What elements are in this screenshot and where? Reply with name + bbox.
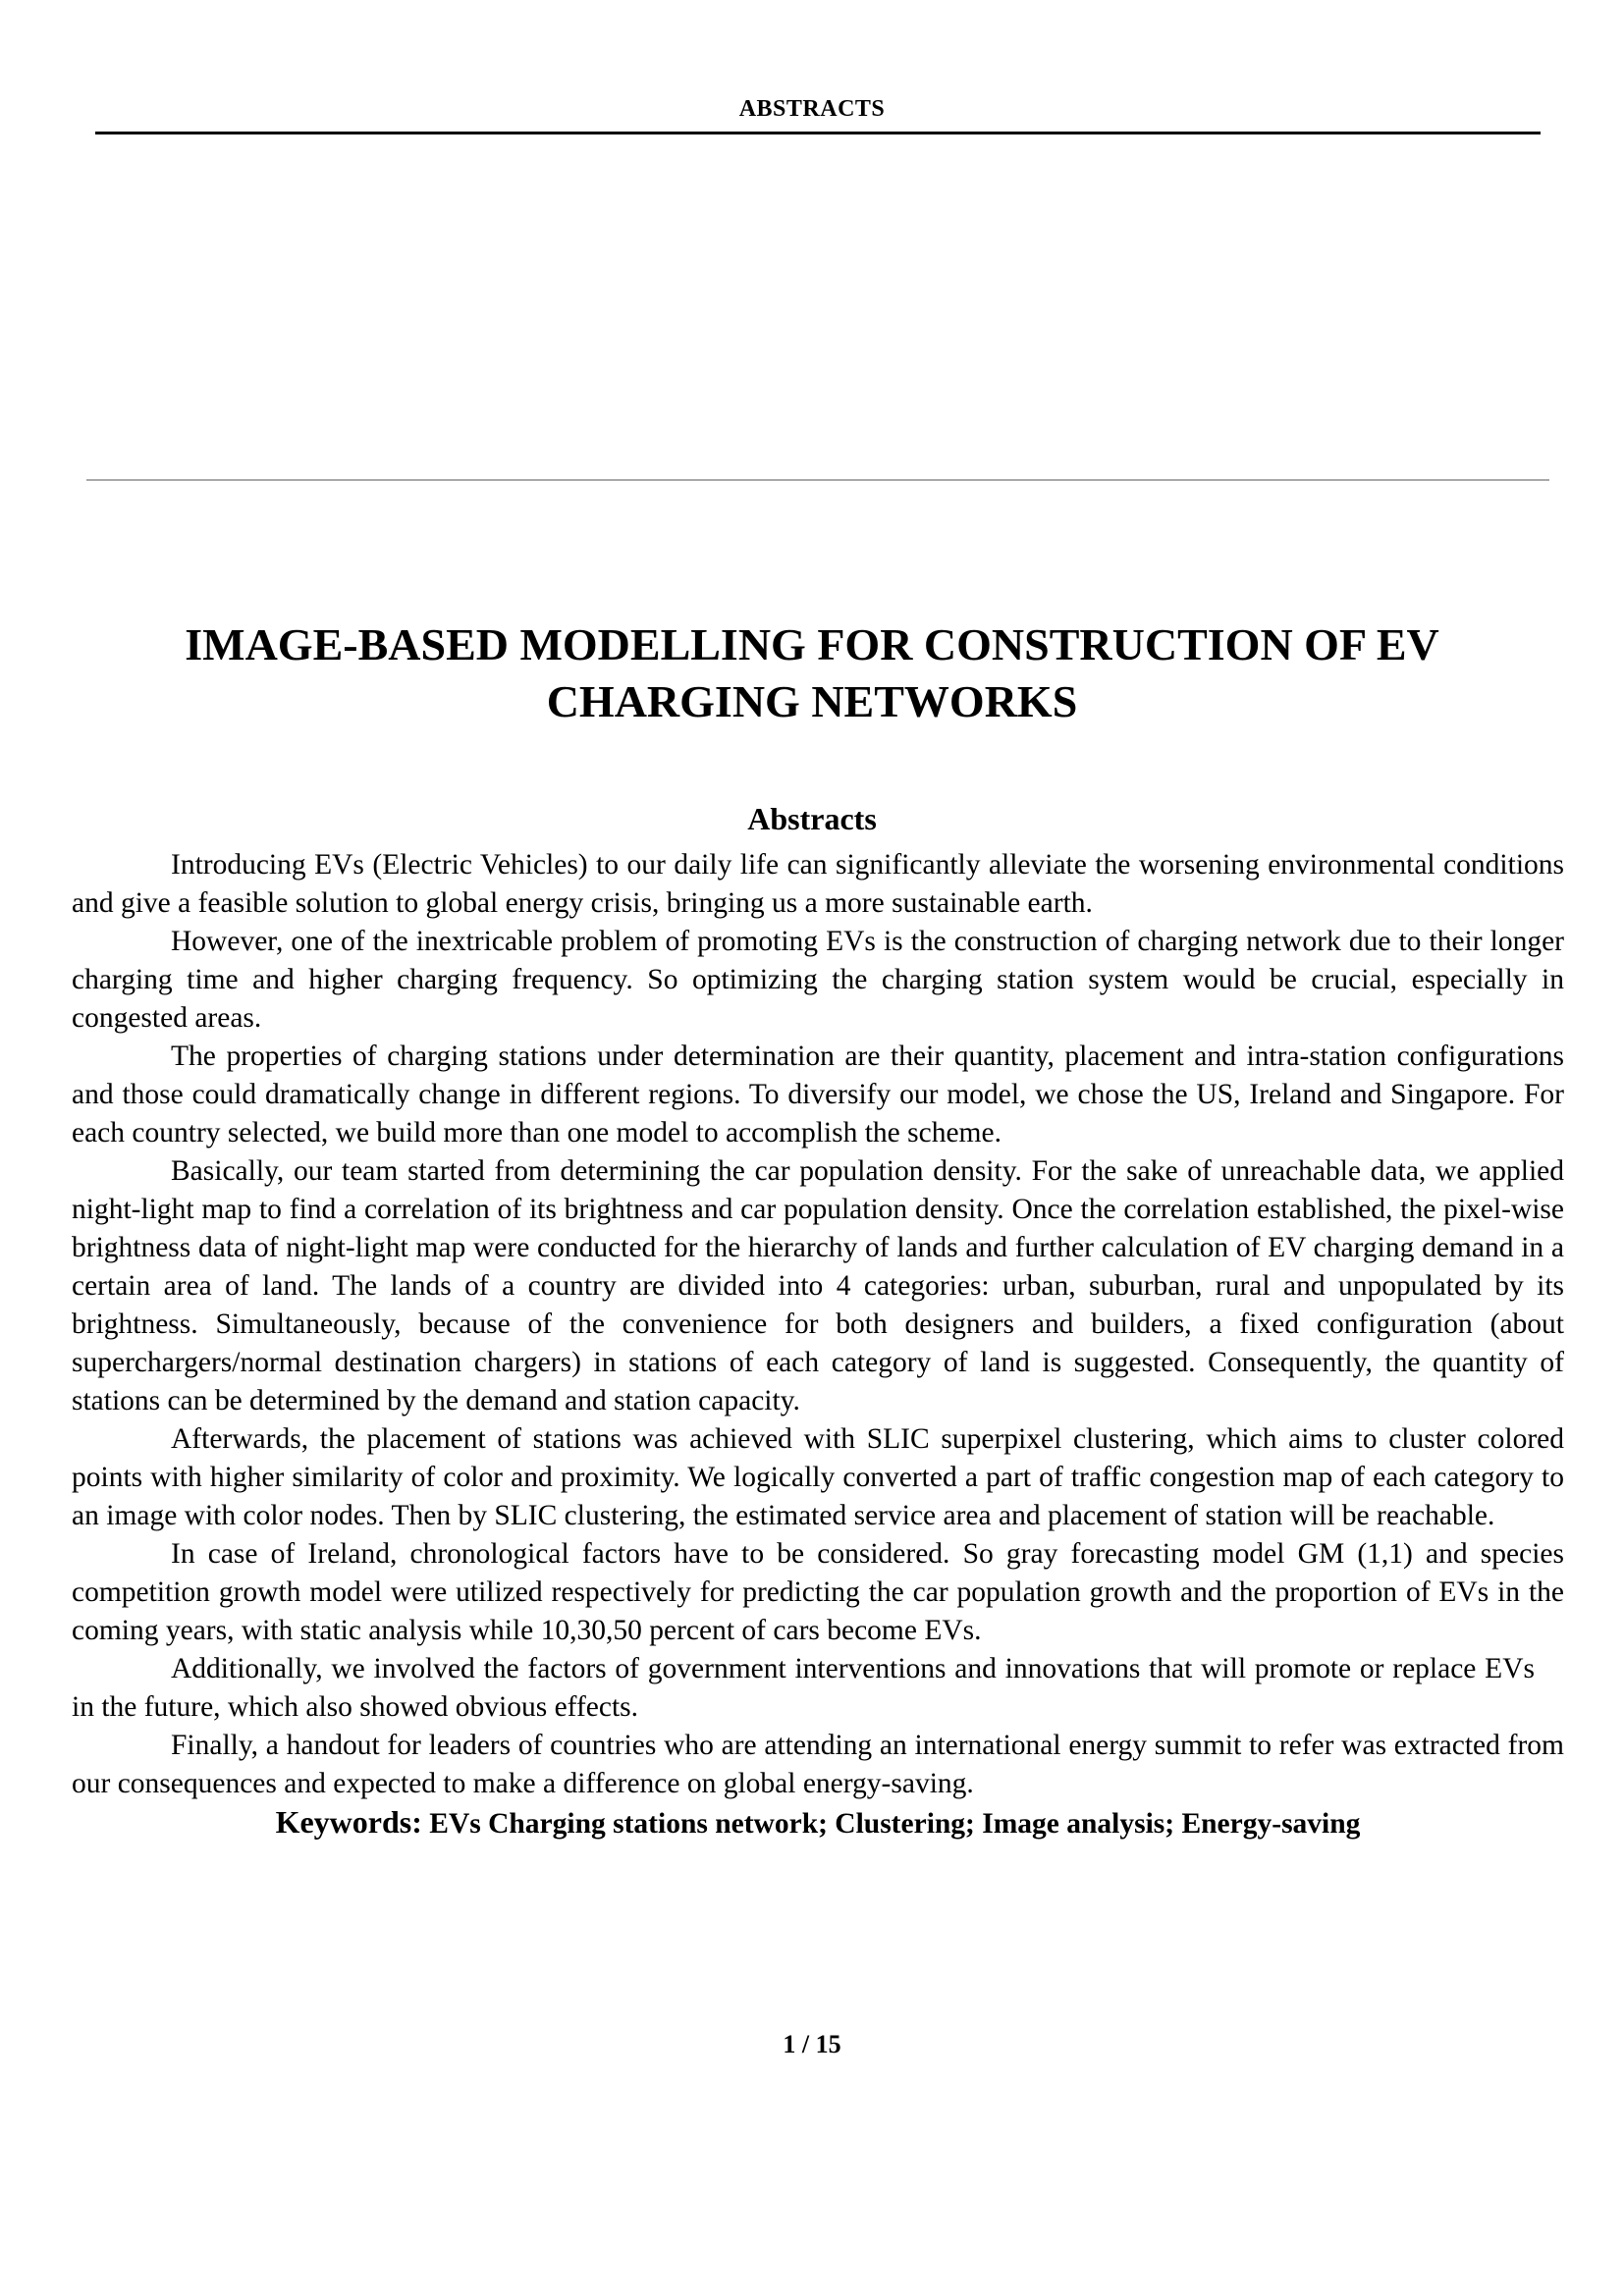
abstract-body [72,846,1564,1843]
keywords-line [72,1803,1564,1843]
abstract-heading: Abstracts [747,801,877,836]
abstract-paragraph-8: Finally, a handout for leaders of countries who are attending an international energy summit to refer was extracted from our consequences and expected to make a difference on global energy-saving. [72,1730,1564,1799]
page-number: 1 / 15 [783,2030,841,2058]
abstract-paragraph-1: Introducing EVs (Electric Vehicles) to our daily life can significantly alleviate the worsening environmental conditions and give a feasible solution to global energy crisis, bringing us a more sustainable earth. [72,849,1564,919]
header-rule [95,132,1541,134]
abstract-paragraph-4: Basically, our team started from determining the car population density. For the sake of unreachable data, we applied night-light map to find a correlation of its brightness and car population density. Once the correlation established, the pixel-wise brightness data of night-light map were conducted for the hierarchy of lands and further calculation of EV charging demand in a certain area of land. The lands of a country are divided into 4 categories: urban, suburban, rural and unpopulated by its brightness. Simultaneously, because of the convenience for both designers and builders, a fixed configuration (about superchargers/normal destination chargers) in stations of each category of land is suggested. Consequently, the quantity of stations can be determined by the demand and station capacity. [72,1155,1564,1416]
keywords-text: EVs Charging stations network; Clustering; Image analysis; Energy-saving [429,1808,1361,1840]
abstract-paragraph-2: However, one of the inextricable problem of promoting EVs is the construction of charging network due to their longer charging time and higher charging frequency. So optimizing the charging station system would be crucial, especially in congested areas. [72,926,1564,1034]
keywords-label: Keywords: [275,1804,422,1840]
paper-title: IMAGE-BASED MODELLING FOR CONSTRUCTION OF EV CHARGING NETWORKS [185,619,1439,726]
abstract-paragraph-6: In case of Ireland, chronological factors have to be considered. So gray forecasting model GM (1,1) and species competition growth model were utilized respectively for predicting the car population growth and the proportion of EVs in the coming years, with static analysis while 10,30,50 percent of cars become EVs. [72,1538,1564,1646]
abstract-paragraph-5: Afterwards, the placement of stations was achieved with SLIC superpixel clustering, which aims to cluster colored points with higher similarity of color and proximity. We logically converted a part of traffic congestion map of each category to an image with color nodes. Then by SLIC clustering, the estimated service area and placement of station will be reachable. [72,1423,1564,1531]
abstract-paragraph-3: The properties of charging stations under determination are their quantity, placement and intra-station configurations and those could dramatically change in different regions. To diversify our model, we chose the US, Ireland and Singapore. For each country selected, we build more than one model to accomplish the scheme. [72,1041,1564,1148]
section-divider [86,479,1549,481]
running-header: ABSTRACTS [738,96,886,122]
abstract-paragraph-7: Additionally, we involved the factors of government interventions and innovations that will promote or replace EVs in the future, which also showed obvious effects. [72,1653,1535,1723]
